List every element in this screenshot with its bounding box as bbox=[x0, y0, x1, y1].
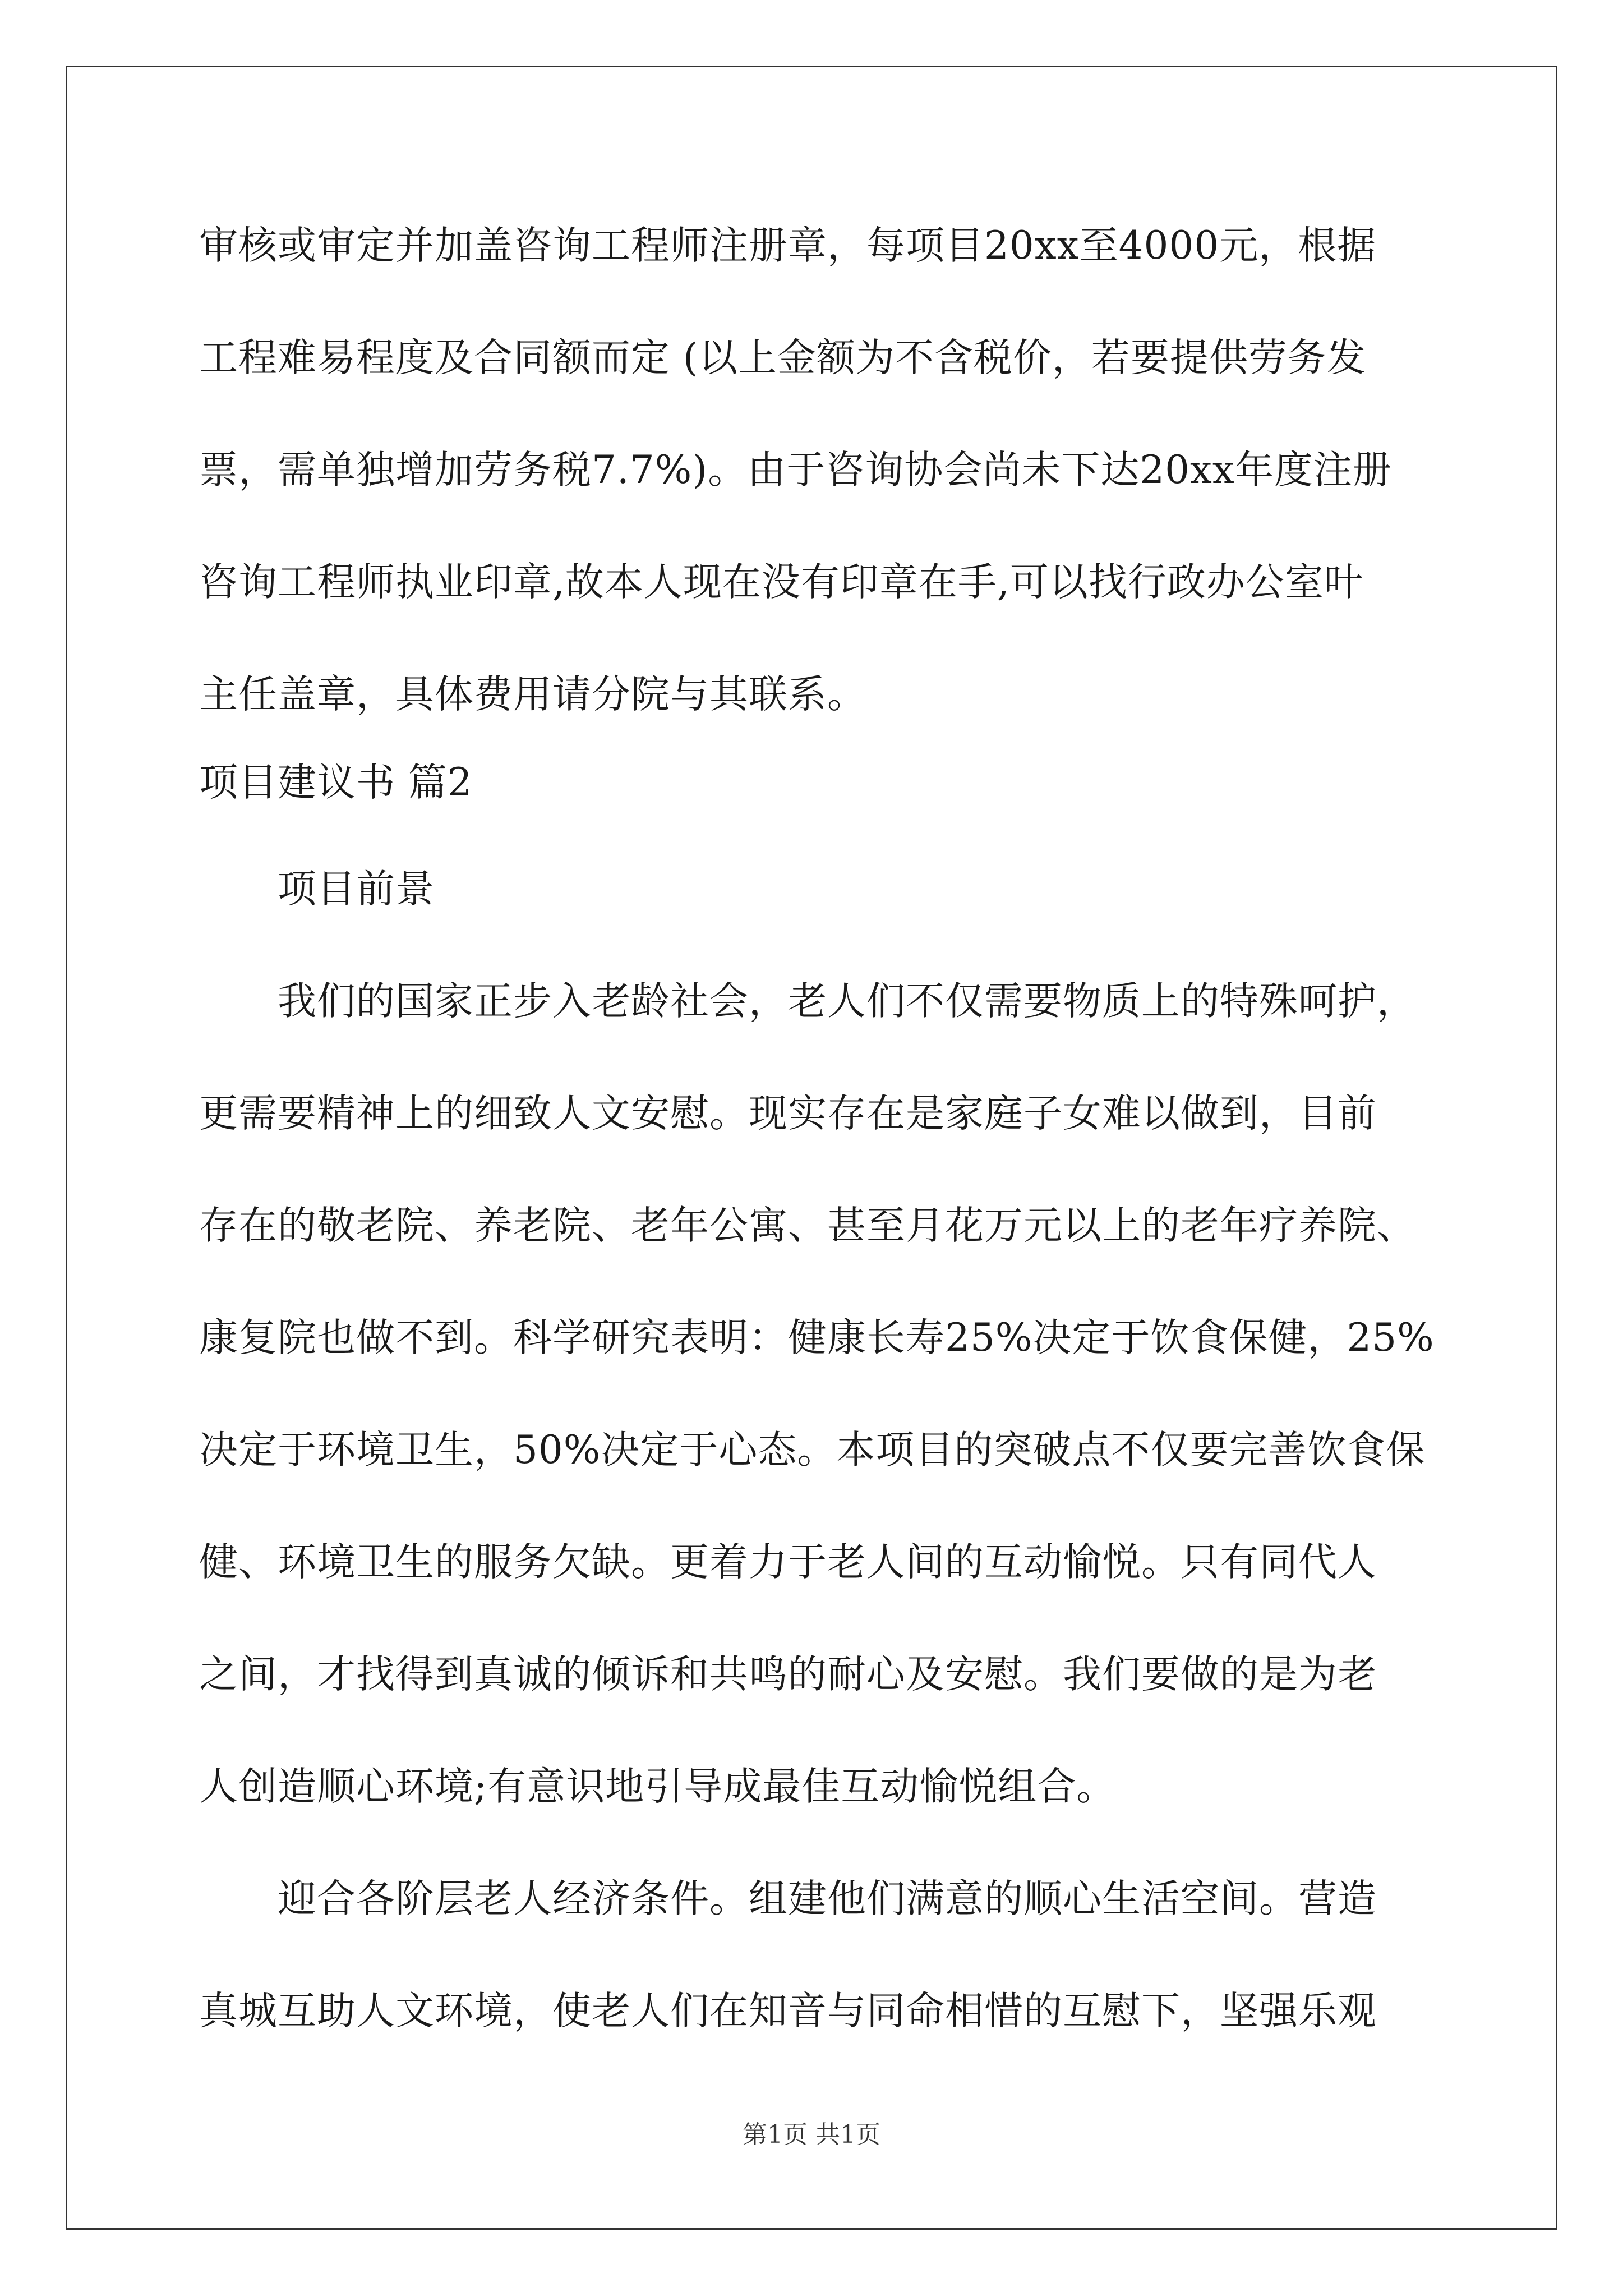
text-line: 健、环境卫生的服务欠缺。更着力于老人间的互动愉悦。只有同代人 bbox=[199, 1540, 1377, 1585]
text-line: 票，需单独增加劳务税7.7%)。由于咨询协会尚未下达20xx年度注册 bbox=[199, 448, 1392, 493]
text-line: 之间，才找得到真诚的倾诉和共鸣的耐心及安慰。我们要做的是为老 bbox=[199, 1652, 1377, 1697]
text-line: 迎合各阶层老人经济条件。组建他们满意的顺心生活空间。营造 bbox=[278, 1876, 1377, 1921]
text-line: 我们的国家正步入老龄社会，老人们不仅需要物质上的特殊呵护， bbox=[278, 979, 1416, 1024]
text-line: 主任盖章，具体费用请分院与其联系。 bbox=[199, 672, 866, 717]
text-line: 更需要精神上的细致人文安慰。现实存在是家庭子女难以做到，目前 bbox=[199, 1091, 1377, 1136]
page-number: 第1页 共1页 bbox=[743, 2120, 880, 2149]
text-line: 真城互助人文环境，使老人们在知音与同命相惜的互慰下，坚强乐观 bbox=[199, 1989, 1377, 2033]
text-line: 存在的敬老院、养老院、老年公寓、甚至月花万元以上的老年疗养院、 bbox=[199, 1203, 1416, 1248]
text-line: 人创造顺心环境;有意识地引导成最佳互动愉悦组合。 bbox=[199, 1764, 1116, 1809]
text-line: 康复院也做不到。科学研究表明：健康长寿25%决定于饮食保健，25% bbox=[199, 1315, 1435, 1360]
text-line: 工程难易程度及合同额而定 (以上金额为不含税价，若要提供劳务发 bbox=[199, 335, 1366, 380]
text-line: 咨询工程师执业印章,故本人现在没有印章在手,可以找行政办公室叶 bbox=[199, 560, 1363, 605]
text-line: 审核或审定并加盖咨询工程师注册章，每项目20xx至4000元，根据 bbox=[199, 223, 1377, 268]
subsection-heading: 项目前景 bbox=[278, 867, 435, 912]
text-line: 决定于环境卫生，50%决定于心态。本项目的突破点不仅要完善饮食保 bbox=[199, 1428, 1426, 1473]
section-heading: 项目建议书 篇2 bbox=[199, 760, 473, 805]
